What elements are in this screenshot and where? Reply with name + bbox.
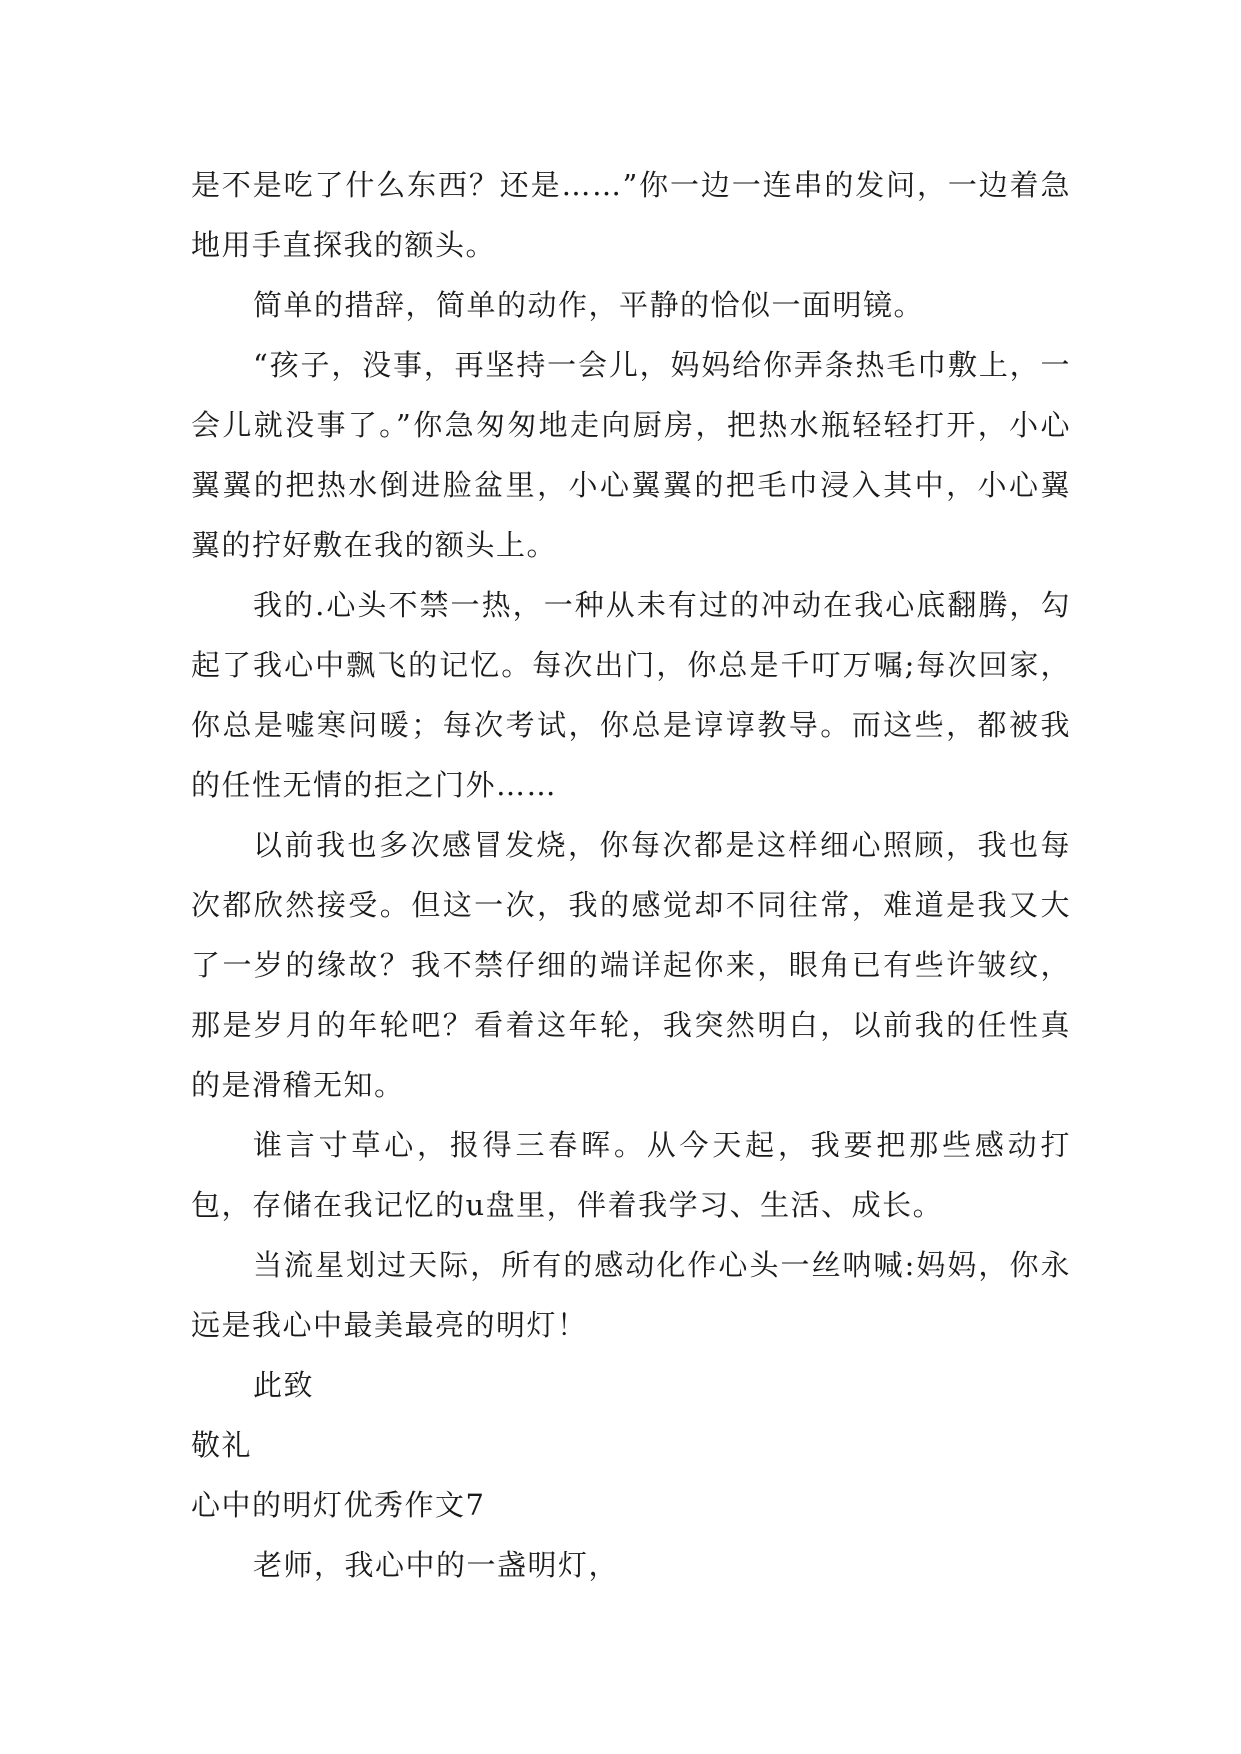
paragraph: 当流星划过天际，所有的感动化作心头一丝呐喊:妈妈，你永远是我心中最美最亮的明灯！ bbox=[191, 1248, 1071, 1342]
paragraph: 是不是吃了什么东西？还是……”你一边一连串的发问，一边着急地用手直探我的额头。 bbox=[191, 168, 1071, 262]
section-title: 心中的明灯优秀作文7 bbox=[191, 1488, 486, 1522]
paragraph: 我的.心头不禁一热，一种从未有过的冲动在我心底翻腾，勾起了我心中飘飞的记忆。每次出门，你总是千叮万嘱;每次回家，你总是嘘寒问暖；每次考试，你总是谆谆教导。而这些，都被我的任性无情的拒之门外…… bbox=[191, 588, 1071, 802]
closing-regards: 敬礼 bbox=[191, 1428, 253, 1462]
paragraph: 老师，我心中的一盏明灯， bbox=[253, 1548, 620, 1582]
closing-salutation: 此致 bbox=[253, 1368, 315, 1402]
paragraph: 简单的措辞，简单的动作，平静的恰似一面明镜。 bbox=[253, 288, 925, 322]
paragraph: 以前我也多次感冒发烧，你每次都是这样细心照顾，我也每次都欣然接受。但这一次，我的感觉却不同往常，难道是我又大了一岁的缘故？我不禁仔细的端详起你来，眼角已有些许皱纹，那是岁月的年轮吧？看着这年轮，我突然明白，以前我的任性真的是滑稽无知。 bbox=[191, 828, 1071, 1102]
paragraph: 谁言寸草心，报得三春晖。从今天起，我要把那些感动打包，存储在我记忆的u盘里，伴着我学习、生活、成长。 bbox=[191, 1128, 1071, 1222]
paragraph: “孩子，没事，再坚持一会儿，妈妈给你弄条热毛巾敷上，一会儿就没事了。”你急匆匆地走向厨房，把热水瓶轻轻打开，小心翼翼的把热水倒进脸盆里，小心翼翼的把毛巾浸入其中，小心翼翼的拧好敷在我的额头上。 bbox=[191, 348, 1071, 562]
document-page bbox=[191, 155, 1071, 1595]
